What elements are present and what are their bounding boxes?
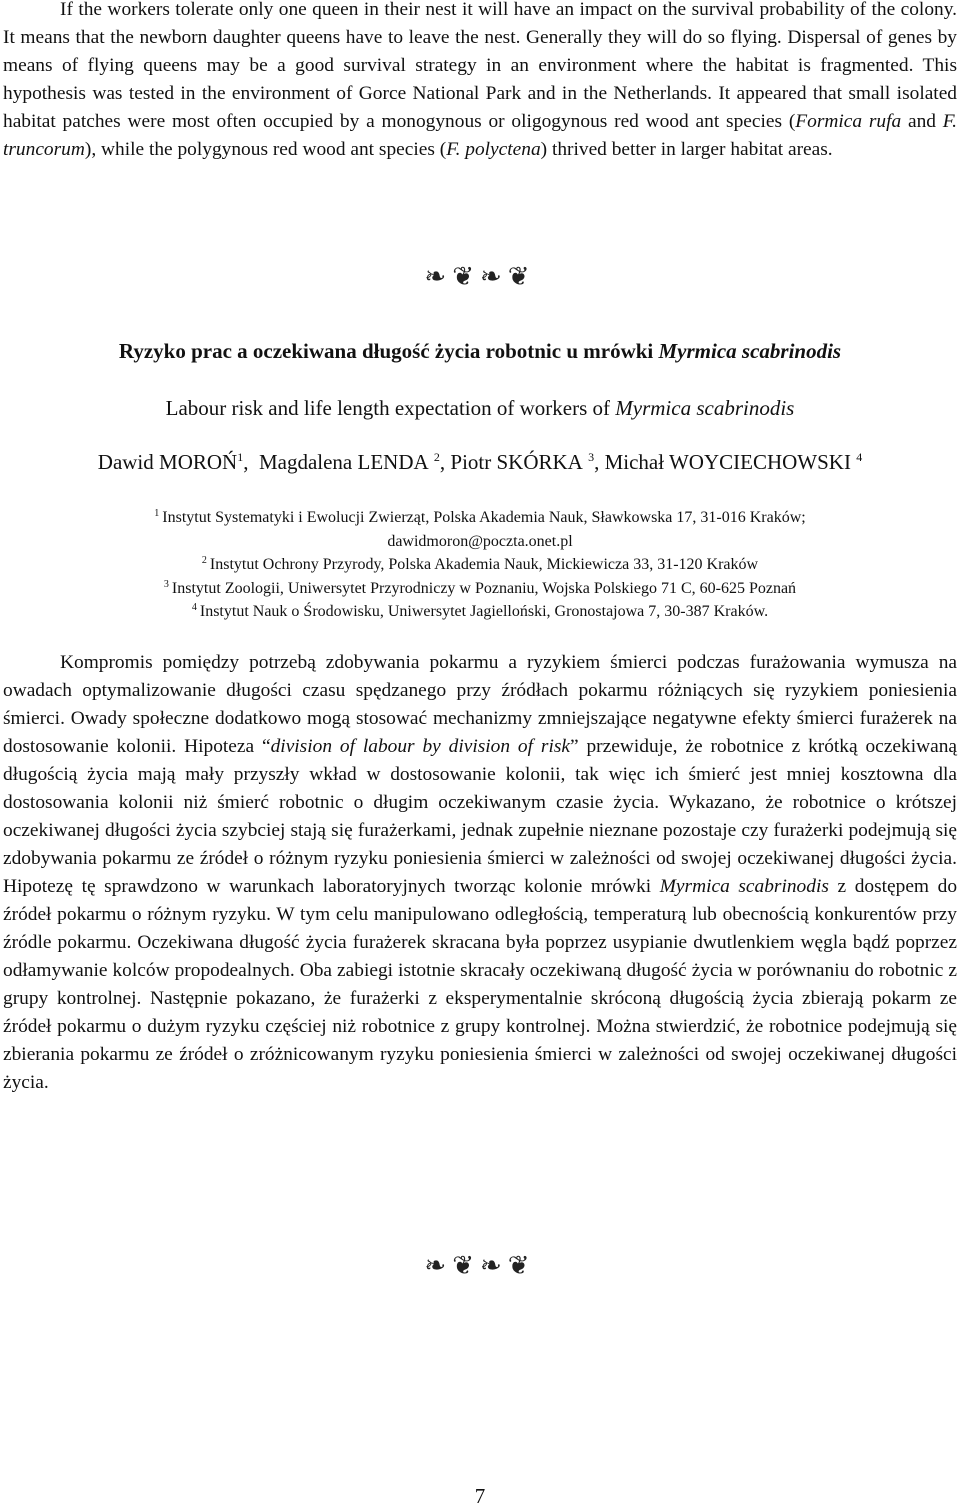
intro-text-part: ), while the polygynous red wood ant species ( bbox=[84, 139, 447, 160]
intro-text bbox=[3, 0, 957, 164]
affiliation-line bbox=[0, 577, 960, 601]
author-name: Piotr SKÓRKA bbox=[450, 450, 583, 474]
author-affiliation-marker: 2 bbox=[433, 450, 440, 464]
author-name: Magdalena LENDA bbox=[258, 450, 429, 474]
author-name: Michał WOYCIECHOWSKI bbox=[604, 450, 851, 474]
abstract-text bbox=[3, 649, 957, 1097]
ornament-divider: ❧❦❧❦ bbox=[424, 262, 536, 291]
intro-text-part: If the workers tolerate only one queen in their nest it will have an impact on the survival probability of the colony. It means that the newborn daughter queens have to leave the nest. Generally they will do so flying. Dispersal of genes by means of flying queens may be a good survival strategy in an environment where the habitat is fragmented. This hypothesis was tested in the environment of Gorce National Park and in the Netherlands. It appeared that small isolated habitat patches were most often occupied by a monogynous or oligogynous red wood ant species ( bbox=[3, 0, 957, 132]
abstract-text-part: Kompromis pomiędzy potrzebą zdobywania pokarmu a ryzykiem śmierci podczas furażowania wymusza na owadach optymalizowanie długości czasu spędzanego przy źródłach pokarmu różniących się ryzykiem poniesienia śmierci. Owady społeczne dodatkowo mogą stosować mechanizmy zmniejszające negatywne efekty śmierci furażerek na dostosowanie kolonii. Hipoteza “ bbox=[3, 652, 957, 757]
affiliation-marker: 3 bbox=[163, 578, 169, 590]
subtitle-text: Labour risk and life length expectation of workers of bbox=[165, 396, 616, 420]
affiliation-text: Instytut Zoologii, Uniwersytet Przyrodniczy w Poznaniu, Wojska Polskiego 71 C, 60-625 Poznań bbox=[171, 579, 797, 597]
author bbox=[259, 450, 440, 474]
intro-text-part: and bbox=[901, 111, 943, 132]
affiliation-line bbox=[0, 506, 960, 530]
species-formica-rufa: Formica rufa bbox=[795, 111, 902, 132]
author-list: Dawid MOROŃ$^1$, Magdalena LENDA $^2$, Piotr SKÓRKA $^3$, Michał WOYCIECHOWSKI $^4$ bbox=[97, 450, 863, 474]
intro-text-part: ) thrived better in larger habitat areas. bbox=[540, 139, 833, 160]
affiliation-text: Instytut Ochrony Przyrody, Polska Akademia Nauk, Mickiewicza 33, 31-120 Kraków bbox=[209, 556, 759, 573]
affiliation-line bbox=[0, 553, 960, 577]
page-number: 7 bbox=[474, 1484, 486, 1508]
species-myrmica-scabrinodis: Myrmica scabrinodis bbox=[659, 876, 829, 897]
email-text[interactable]: dawidmoron@poczta.onet.pl bbox=[387, 532, 573, 550]
intro-paragraph bbox=[3, 0, 957, 164]
species-f-truncorum: F. truncorum bbox=[3, 111, 957, 160]
author-affiliation-marker: 4 bbox=[856, 450, 863, 464]
abstract-paragraph bbox=[3, 649, 957, 1097]
title-species: Myrmica scabrinodis bbox=[658, 339, 842, 363]
species-f-polyctena: F. polyctena bbox=[446, 139, 541, 160]
abstract-text-part: ” przewiduje, że robotnice z krótką oczekiwaną długością życia mają mały przyszły wkład w dostosowanie kolonii, tak więc ich śmierć jest mniej kosztowna dla dostosowania kolonii niż śmierć robotnic o długim oczekiwanym czasie życia. Wykazano, że robotnice o krótszej oczekiwanej długości życia szybciej stają się furażerkami, jednak zupełnie nieznane pozostaje czy furażerki podejmują się zdobywania pokarmu ze źródeł o różnym ryzyku poniesienia śmierci w zależności od swojej oczekiwanej długości życia. Hipotezę tę sprawdzono w warunkach laboratoryjnych tworząc kolonie mrówki bbox=[3, 736, 957, 897]
affiliation-text: Instytut Nauk o Środowisku, Uniwersytet Jagielloński, Gronostajowa 7, 30-387 Kraków. bbox=[199, 603, 769, 620]
affiliation-list bbox=[0, 506, 960, 624]
author bbox=[98, 450, 243, 474]
author-name: Dawid MOROŃ bbox=[97, 450, 238, 474]
ornament-divider: ❧❦❧❦ bbox=[424, 1251, 536, 1280]
author-affiliation-marker: 3 bbox=[588, 450, 595, 464]
author bbox=[450, 450, 594, 474]
author-affiliation-marker: 1 bbox=[237, 450, 244, 464]
affiliation-marker: 1 bbox=[154, 508, 160, 519]
subtitle-species: Myrmica scabrinodis bbox=[615, 396, 795, 420]
affiliation-line bbox=[0, 600, 960, 624]
affiliation-text: Instytut Systematyki i Ewolucji Zwierząt, Polska Akademia Nauk, Sławkowska 17, 31-016 Kraków; bbox=[162, 509, 806, 526]
affiliation-marker: 2 bbox=[201, 555, 207, 566]
hypothesis-name: division of labour by division of risk bbox=[270, 736, 570, 757]
author bbox=[605, 450, 863, 474]
abstract-text-part: z dostępem do źródeł pokarmu o różnym ryzyku. W tym celu manipulowano odległością, temperaturą lub obecnością konkurentów przy źródle pokarmu. Oczekiwana długość życia furażerek skracana była poprzez usypianie dwutlenkiem węgla bądź poprzez odłamywanie kolców propodealnych. Oba zabiegi istotnie skracały oczekiwaną długość życia w porównaniu do robotnic z grupy kontrolnej. Następnie pokazano, że furażerki z eksperymentalnie skróconą długością życia zbierają pokarm ze źródeł pokarmu o dużym ryzyku częściej niż robotnice z grupy kontrolnej. Można stwierdzić, że robotnice podejmują się zbierania pokarmu ze źródeł o zróżnicowanym ryzyku poniesienia śmierci w zależności od swojej oczekiwanej długości życia. bbox=[3, 876, 958, 1093]
title-text: Ryzyko prac a oczekiwana długość życia robotnic u mrówki bbox=[118, 339, 659, 363]
article-subtitle bbox=[0, 396, 960, 421]
affiliation-email[interactable] bbox=[0, 530, 960, 554]
article-title bbox=[0, 339, 960, 364]
affiliation-marker: 4 bbox=[191, 602, 197, 613]
